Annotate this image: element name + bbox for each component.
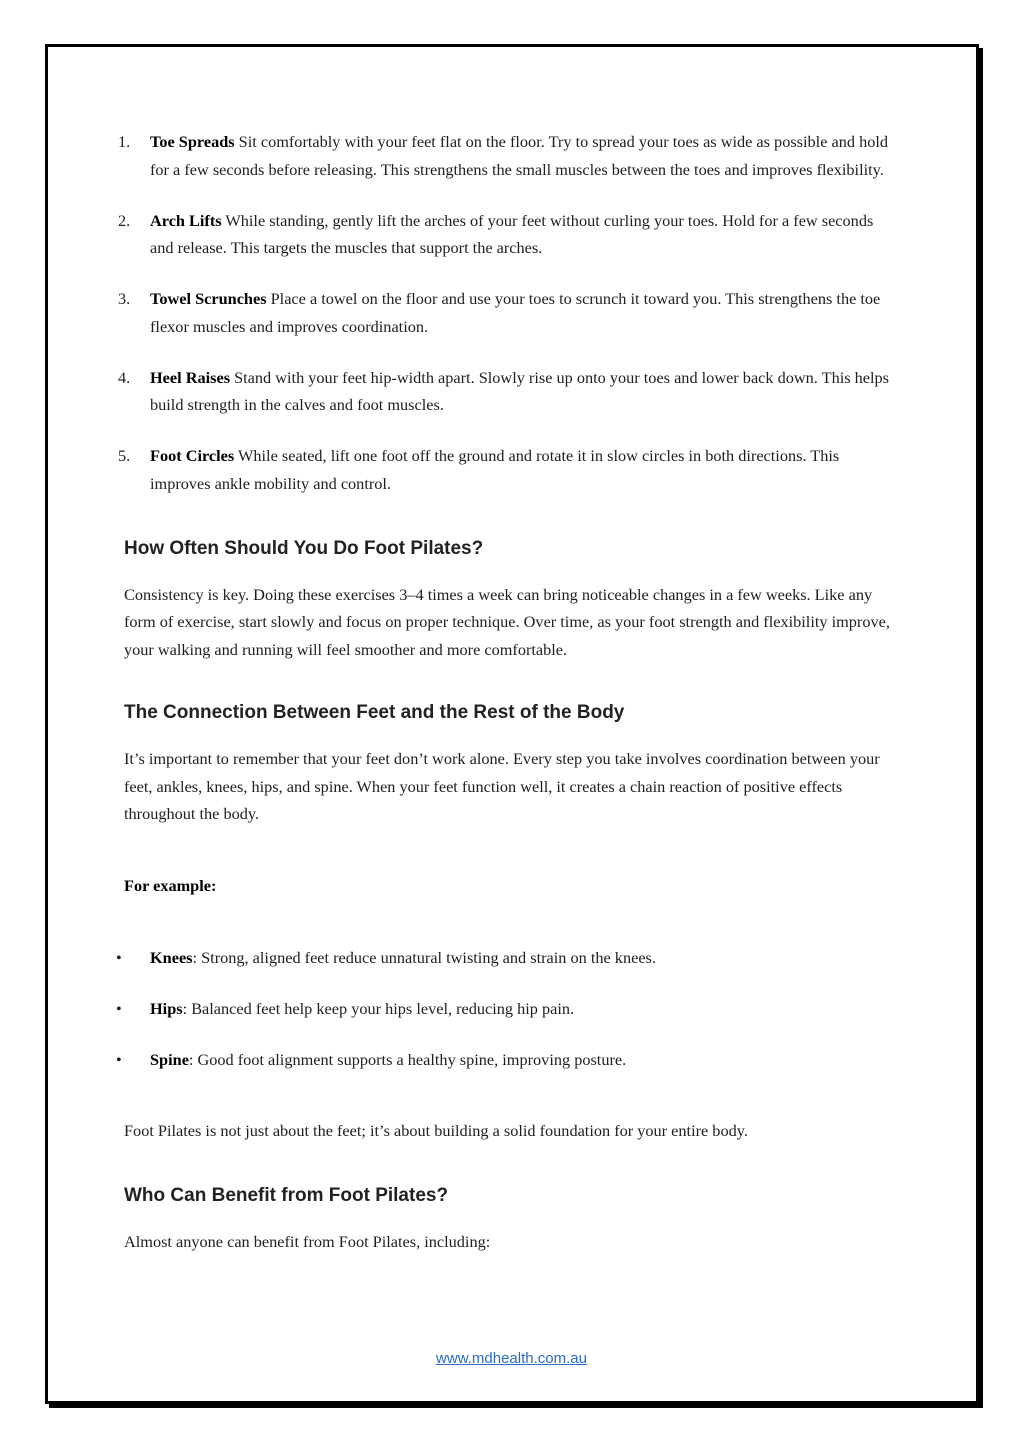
exercise-item-2 bbox=[118, 207, 894, 262]
exercise-number: 4. bbox=[118, 367, 131, 387]
example-label: For example: bbox=[124, 876, 217, 896]
bullet-icon: • bbox=[116, 947, 122, 967]
exercise-name: Toe Spreads bbox=[150, 132, 235, 151]
section-heading-connection: The Connection Between Feet and the Rest of the Body bbox=[124, 702, 625, 724]
exercise-description: Sit comfortably with your feet flat on the floor. Try to spread your toes as wide as possible and hold for a few seconds before releasing. This strengthens the small muscles between the toes and improves flexibility. bbox=[150, 132, 889, 179]
exercise-description: Stand with your feet hip-width apart. Slowly rise up onto your toes and lower back down. This helps build strength in the calves and foot muscles. bbox=[150, 367, 890, 415]
bullet-icon: • bbox=[116, 998, 122, 1018]
exercise-name: Arch Lifts bbox=[150, 210, 222, 230]
bullet-text: : Balanced feet help keep your hips level, reducing hip pain. bbox=[182, 998, 575, 1018]
exercise-item-3 bbox=[118, 285, 894, 340]
bullet-item-hips bbox=[116, 995, 894, 1023]
exercise-description: While standing, gently lift the arches of your feet without curling your toes. Hold for a few seconds and release. This targets the muscles that support the arches. bbox=[150, 210, 874, 258]
exercise-description: While seated, lift one foot off the ground and rotate it in slow circles in both directions. This improves ankle mobility and control. bbox=[150, 446, 840, 493]
section-body-benefit: Almost anyone can benefit from Foot Pilates, including: bbox=[124, 1231, 491, 1251]
section-heading-frequency: How Often Should You Do Foot Pilates? bbox=[124, 537, 484, 559]
exercise-name: Foot Circles bbox=[150, 446, 235, 466]
exercise-name: Towel Scrunches bbox=[150, 289, 267, 309]
exercise-number: 2. bbox=[118, 210, 131, 230]
footer-website-link[interactable]: www.mdhealth.com.au bbox=[436, 1350, 587, 1367]
bullet-term: Hips bbox=[150, 998, 183, 1018]
exercise-description: Place a towel on the floor and use your toes to scrunch it toward you. This strengthens the toe flexor muscles and improves coordination. bbox=[150, 289, 881, 336]
exercise-number: 3. bbox=[118, 289, 131, 309]
bullet-item-knees bbox=[116, 944, 894, 972]
bullet-icon: • bbox=[116, 1049, 122, 1069]
section-closing: Foot Pilates is not just about the feet; it’s about building a solid foundation for your entire body. bbox=[124, 1121, 748, 1141]
bullet-item-spine bbox=[116, 1046, 894, 1074]
section-body-frequency: Consistency is key. Doing these exercises 3–4 times a week can bring noticeable changes in a few weeks. Like any form of exercise, start slowly and focus on proper technique. Over time, as your foot strength and flexibility improve, your walking and running will feel smoother and more comfortable. bbox=[124, 584, 890, 659]
bullet-text: : Strong, aligned feet reduce unnatural twisting and strain on the knees. bbox=[192, 947, 656, 967]
exercise-item-1 bbox=[118, 128, 894, 183]
section-body-connection: It’s important to remember that your feet don’t work alone. Every step you take involves coordination between your feet, ankles, knees, hips, and spine. When your feet function well, it creates a chain reaction of positive effects throughout the body. bbox=[124, 749, 880, 824]
bullet-term: Knees bbox=[150, 947, 193, 967]
exercise-number: 1. bbox=[118, 132, 131, 151]
exercise-number: 5. bbox=[118, 446, 131, 466]
exercise-name: Heel Raises bbox=[150, 367, 231, 387]
section-heading-benefit: Who Can Benefit from Foot Pilates? bbox=[124, 1184, 449, 1206]
bullet-text: : Good foot alignment supports a healthy spine, improving posture. bbox=[188, 1049, 627, 1069]
bullet-term: Spine bbox=[150, 1049, 189, 1069]
exercise-item-4 bbox=[118, 364, 894, 419]
page-content bbox=[116, 128, 894, 1255]
exercise-item-5 bbox=[118, 442, 894, 497]
